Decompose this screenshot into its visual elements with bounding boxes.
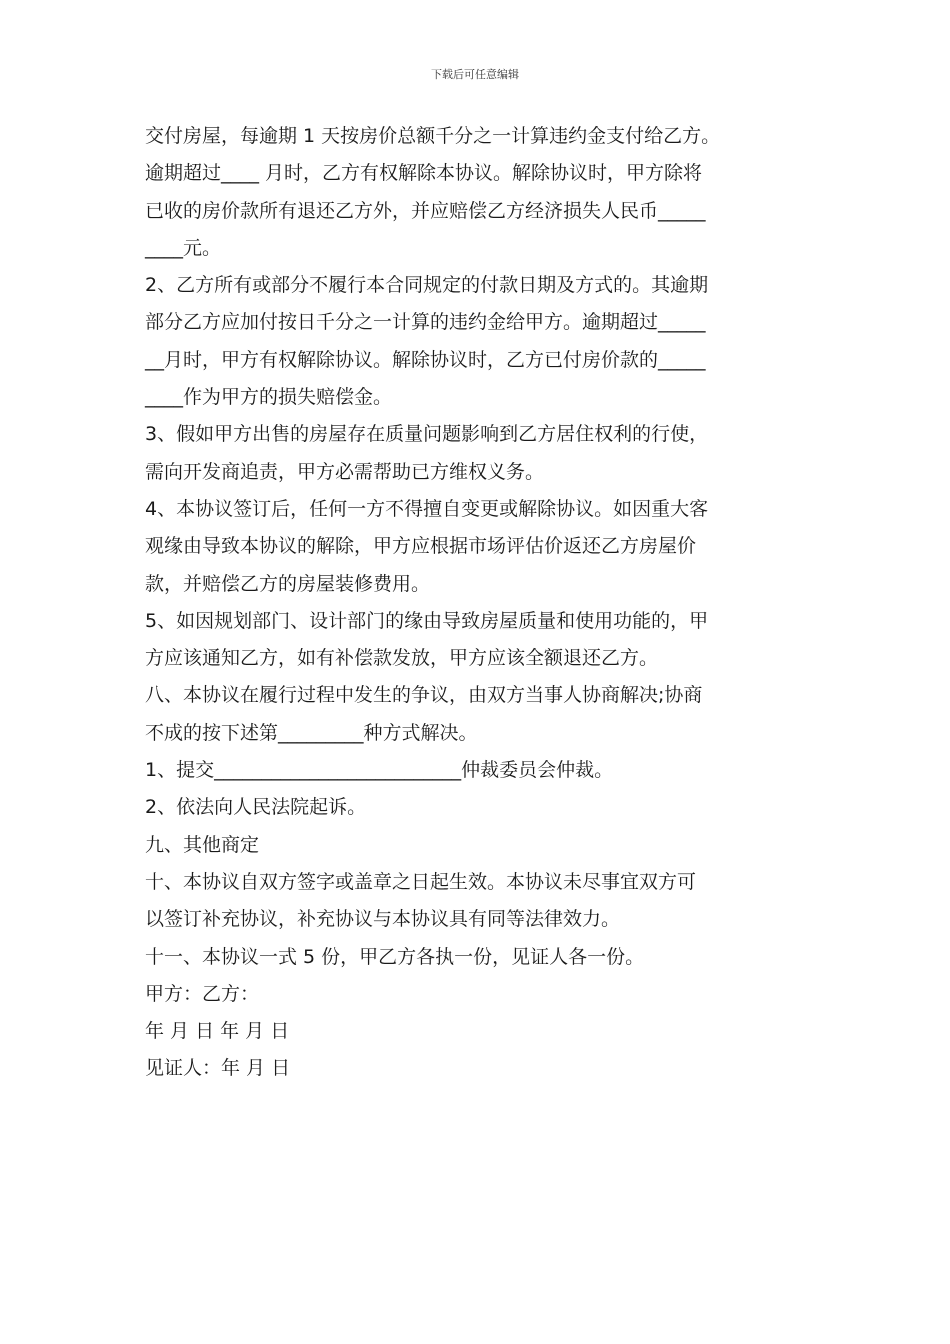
text-line: 需向开发商追责，甲方必需帮助已方维权义务。 <box>145 460 545 483</box>
text-line: 十、本协议自双方签字或盖章之日起生效。本协议未尽事宜双方可 <box>145 870 697 893</box>
text-line: 交付房屋，每逾期 1 天按房价总额千分之一计算违约金支付给乙方。 <box>145 125 721 147</box>
page-header-note: 下载后可任意编辑 <box>431 68 519 81</box>
text-line: 逾期超过____ 月时，乙方有权解除本协议。解除协议时，甲方除将 <box>145 162 703 185</box>
text-line: __月时，甲方有权解除协议。解除协议时，乙方已付房价款的_____ <box>145 348 706 371</box>
witness-line: 见证人：年 月 日 <box>145 1057 291 1080</box>
text-line: 八、本协议在履行过程中发生的争议，由双方当事人协商解决;协商 <box>145 684 703 707</box>
text-line: 2、乙方所有或部分不履行本合同规定的付款日期及方式的。其逾期 <box>145 274 709 297</box>
text-line: 十一、本协议一式 5 份，甲乙方各执一份，见证人各一份。 <box>145 945 645 968</box>
text-line: 观缘由导致本协议的解除，甲方应根据市场评估价返还乙方房屋价 <box>145 535 697 558</box>
text-line: 不成的按下述第_________种方式解决。 <box>145 721 478 744</box>
text-line: ____作为甲方的损失赔偿金。 <box>145 386 393 409</box>
text-line: 1、提交__________________________仲裁委员会仲裁。 <box>145 759 614 782</box>
text-line: 方应该通知乙方，如有补偿款发放，甲方应该全额退还乙方。 <box>145 647 659 670</box>
text-line: 4、本协议签订后，任何一方不得擅自变更或解除协议。如因重大客 <box>145 497 709 520</box>
document-body <box>145 118 825 1088</box>
text-line: 款，并赔偿乙方的房屋装修费用。 <box>145 572 431 595</box>
text-line: 5、如因规划部门、设计部门的缘由导致房屋质量和使用功能的，甲 <box>145 609 709 632</box>
text-line: ____元。 <box>145 236 222 259</box>
text-line: 九、其他商定 <box>145 833 260 856</box>
text-line: 2、依法向人民法院起诉。 <box>145 796 367 819</box>
text-line: 已收的房价款所有退还乙方外，并应赔偿乙方经济损失人民币_____ <box>145 199 706 222</box>
text-line: 以签订补充协议，补充协议与本协议具有同等法律效力。 <box>145 908 621 931</box>
date-line: 年 月 日 年 月 日 <box>145 1020 290 1043</box>
text-line: 3、假如甲方出售的房屋存在质量问题影响到乙方居住权利的行使， <box>145 423 709 446</box>
text-line: 部分乙方应加付按日千分之一计算的违约金给甲方。逾期超过_____ <box>145 311 706 334</box>
signature-line-parties: 甲方：乙方： <box>145 982 260 1005</box>
